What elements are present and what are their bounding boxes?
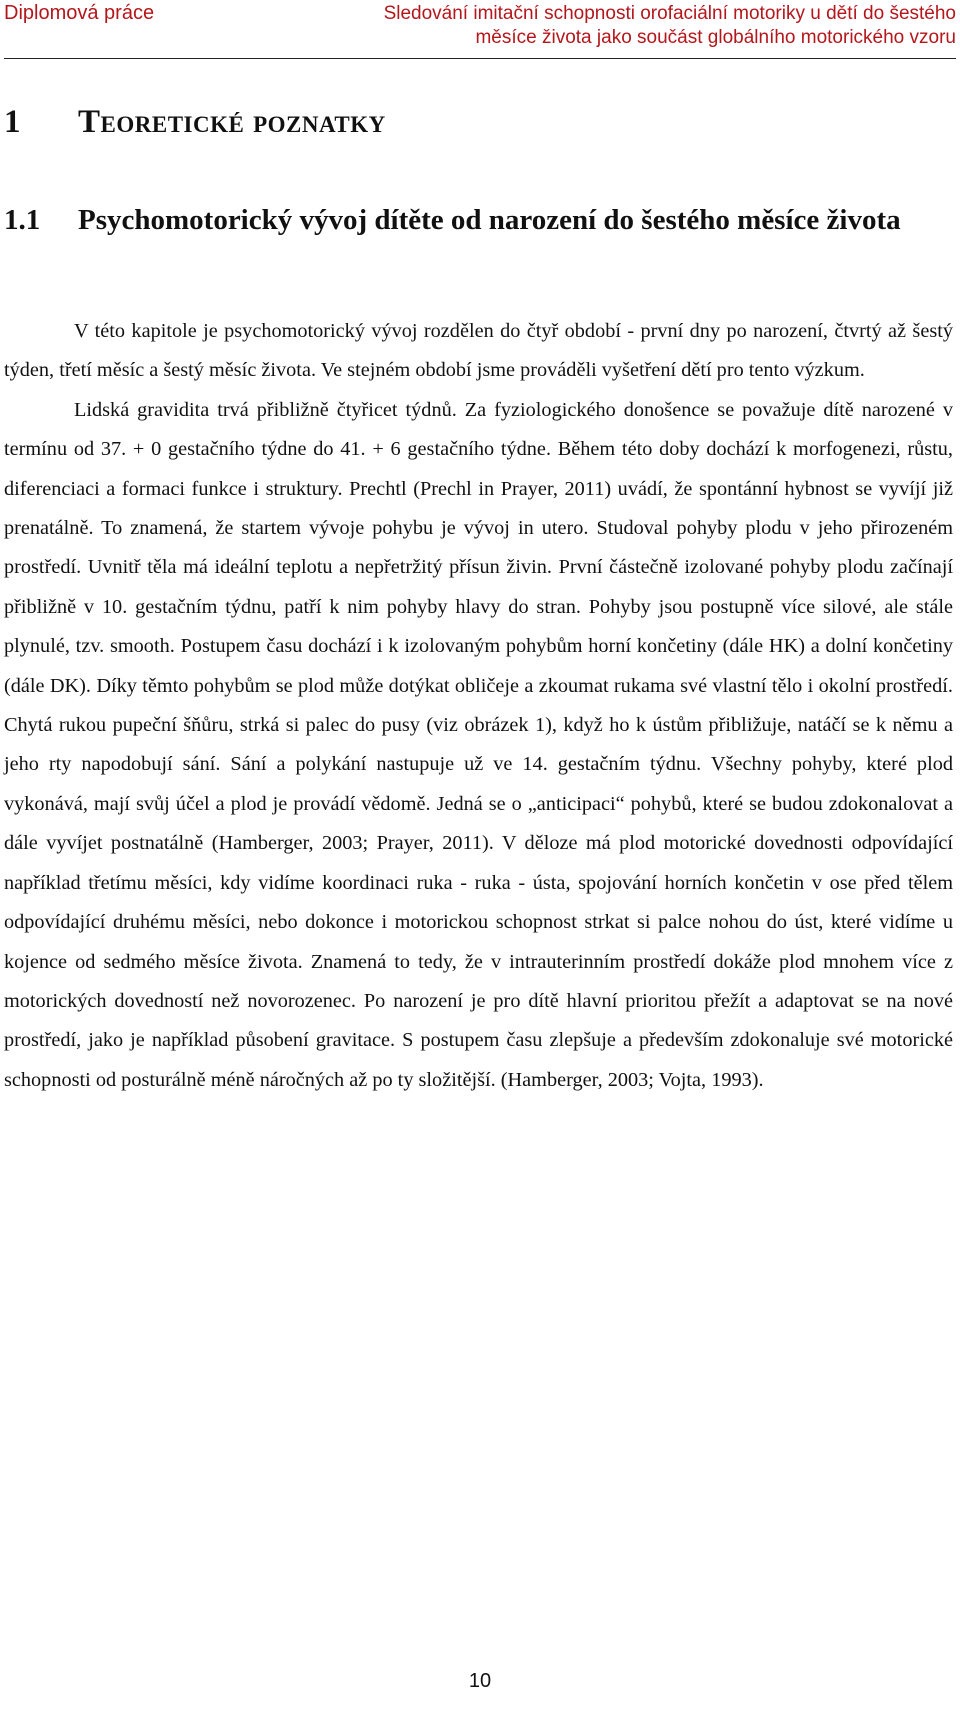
- paragraph: Lidská gravidita trvá přibližně čtyřicet týdnů. Za fyziologického donošence se považuje dítě narozené v termínu od 37. + 0 gestačního týdne do 41. + 6 gestačního týdne. Během této doby dochází k morfogenezi, růstu, diferenciaci a formaci funkce i struktury. Prechtl (Prechl in Prayer, 2011) uvádí, že spontánní hybnost se vyvíjí již prenatálně. To znamená, že startem vývoje pohybu je vývoj in utero. Studoval pohyby plodu v jeho přirozeném prostředí. Uvnitř těla má ideální teplotu a nepřetržitý přísun živin. První částečně izolované pohyby plodu začínají přibližně v 10. gestačním týdnu, patří k nim pohyby hlavy do stran. Pohyby jsou postupně více silové, ale stále plynulé, tzv. smooth. Postupem času dochází i k izolovaným pohybům horní končetiny (dále HK) a dolní končetiny (dále DK). Díky těmto pohybům se plod může dotýkat obličeje a zkoumat rukama své vlastní tělo i okolní prostředí. Chytá rukou pupeční šňůru, strká si palec do pusy (viz obrázek 1), když ho k ústům přibližuje, natáčí se k němu a jeho rty napodobují sání. Sání a polykání nastupuje už ve 14. gestačním týdnu. Všechny pohyby, které plod vykonává, mají svůj účel a plod je provádí vědomě. Jedná se o „anticipaci“ pohybů, které se budou zdokonalovat a dále vyvíjet postnatálně (Hamberger, 2003; Prayer, 2011). V děloze má plod motorické dovednosti odpovídající například třetímu měsíci, kdy vidíme koordinaci ruka - ruka - ústa, spojování horních končetin v ose před tělem odpovídající druhému měsíci, nebo dokonce i motorickou schopnost strkat si palce nohou do úst, které vidíme u kojence od sedmého měsíce života. Znamená to tedy, že v intrauterinním prostředí dokáže plod mnohem více z motorických dovedností než novorozenec. Po narození je pro dítě hlavní prioritou přežít a adaptovat se na nové prostředí, jako je například působení gravitace. S postupem času zlepšuje a především zdokonaluje své motorické schopnosti od posturálně méně náročných až po ty složitější. (Hamberger, 2003; Vojta, 1993).: [4, 398, 953, 1091]
- chapter-number: 1: [4, 104, 21, 140]
- header-thesis-title: Sledování imitační schopnosti orofaciální motoriky u dětí do šestého měsíce života jako součást globálního motorického vzoru: [383, 3, 956, 48]
- paragraph: V této kapitole je psychomotorický vývoj rozdělen do čtyř období - první dny po narození, čtvrtý až šestý týden, třetí měsíc a šestý měsíc života. Ve stejném období jsme prováděli vyšetření dětí pro tento výzkum.: [4, 320, 953, 382]
- section-heading: [4, 188, 954, 252]
- chapter-title: Teoretické poznatky: [78, 104, 386, 140]
- chapter-heading: [4, 104, 386, 141]
- header-document-type: Diplomová práce: [4, 2, 155, 24]
- section-number: 1.1: [4, 204, 41, 236]
- body-text: [4, 312, 953, 1100]
- running-header: [4, 0, 956, 59]
- page-number: 10: [468, 1670, 492, 1692]
- section-title: Psychomotorický vývoj dítěte od narození do šestého měsíce života: [78, 204, 901, 236]
